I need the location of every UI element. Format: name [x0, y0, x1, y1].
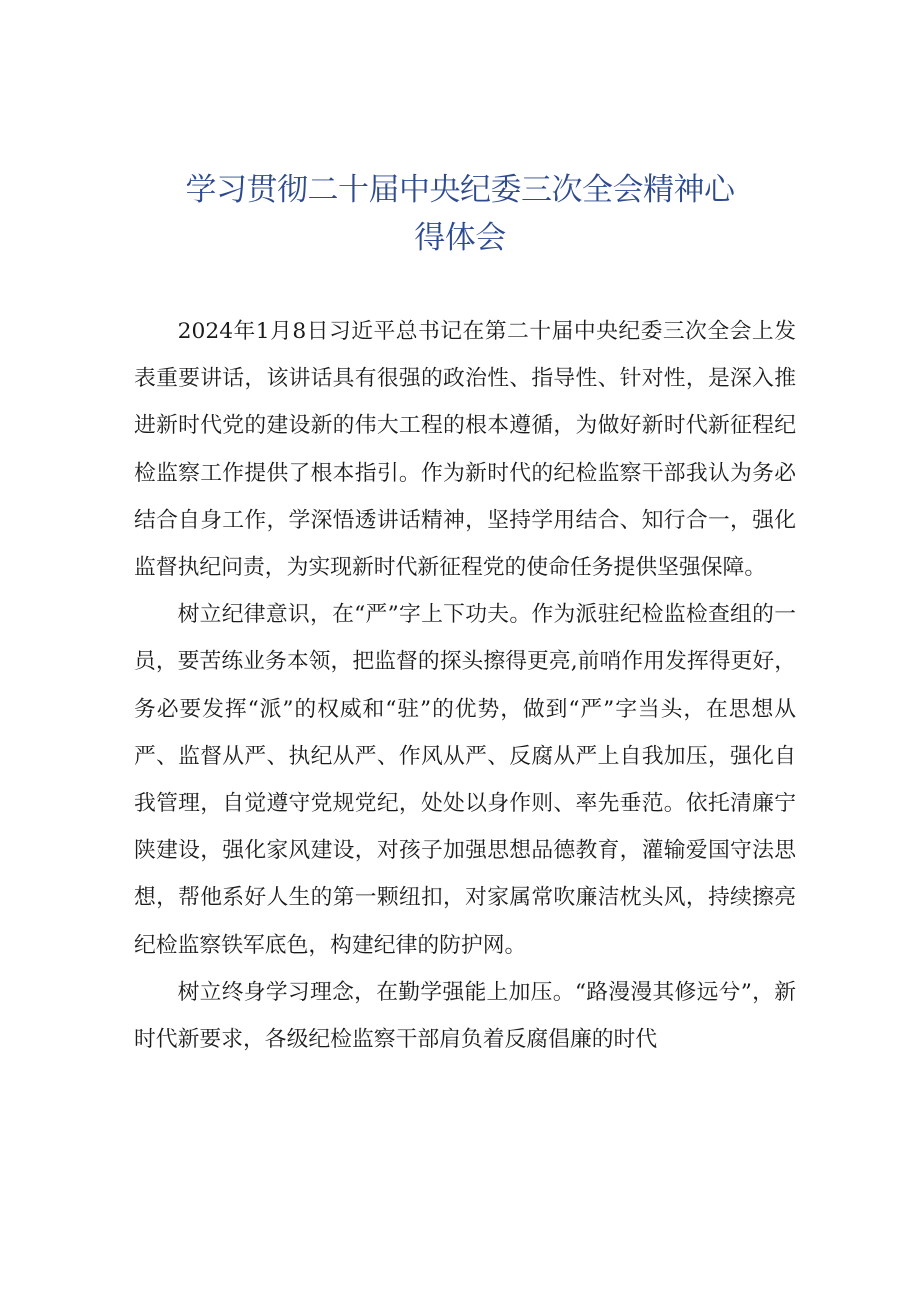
document-body: [134, 308, 796, 1063]
paragraph-discipline: 树立纪律意识，在“严”字上下功夫。作为派驻纪检监检查组的一员，要苦练业务本领，把监督的探头擦得更亮,前哨作用发挥得更好，务必要发挥“派”的权威和“驻”的优势，做到“严”字当头，在思想从严、监督从严、执纪从严、作风从严、反腐从严上自我加压，强化自我管理，自觉遵守党规党纪，处处以身作则、率先垂范。依托清廉宁陕建设，强化家风建设，对孩子加强思想品德教育，灌输爱国守法思想，帮他系好人生的第一颗纽扣，对家属常吹廉洁枕头风，持续擦亮纪检监察铁军底色，构建纪律的防护网。: [134, 602, 796, 958]
paragraph-learning: 树立终身学习理念，在勤学强能上加压。“路漫漫其修远兮”，新时代新要求，各级纪检监察干部肩负着反腐倡廉的时代: [134, 979, 796, 1053]
title-line-2: 得体会: [414, 220, 506, 256]
paragraph-intro: 2024年1月8日习近平总书记在第二十届中央纪委三次全会上发表重要讲话，该讲话具有很强的政治性、指导性、针对性，是深入推进新时代党的建设新的伟大工程的根本遵循，为做好新时代新征程纪检监察工作提供了根本指引。作为新时代的纪检监察干部我认为务必结合自身工作，学深悟透讲话精神，坚持学用结合、知行合一，强化监督执纪问责，为实现新时代新征程党的使命任务提供坚强保障。: [134, 319, 796, 581]
document-title: [150, 166, 770, 262]
title-line-1: 学习贯彻二十届中央纪委三次全会精神心: [185, 172, 735, 208]
